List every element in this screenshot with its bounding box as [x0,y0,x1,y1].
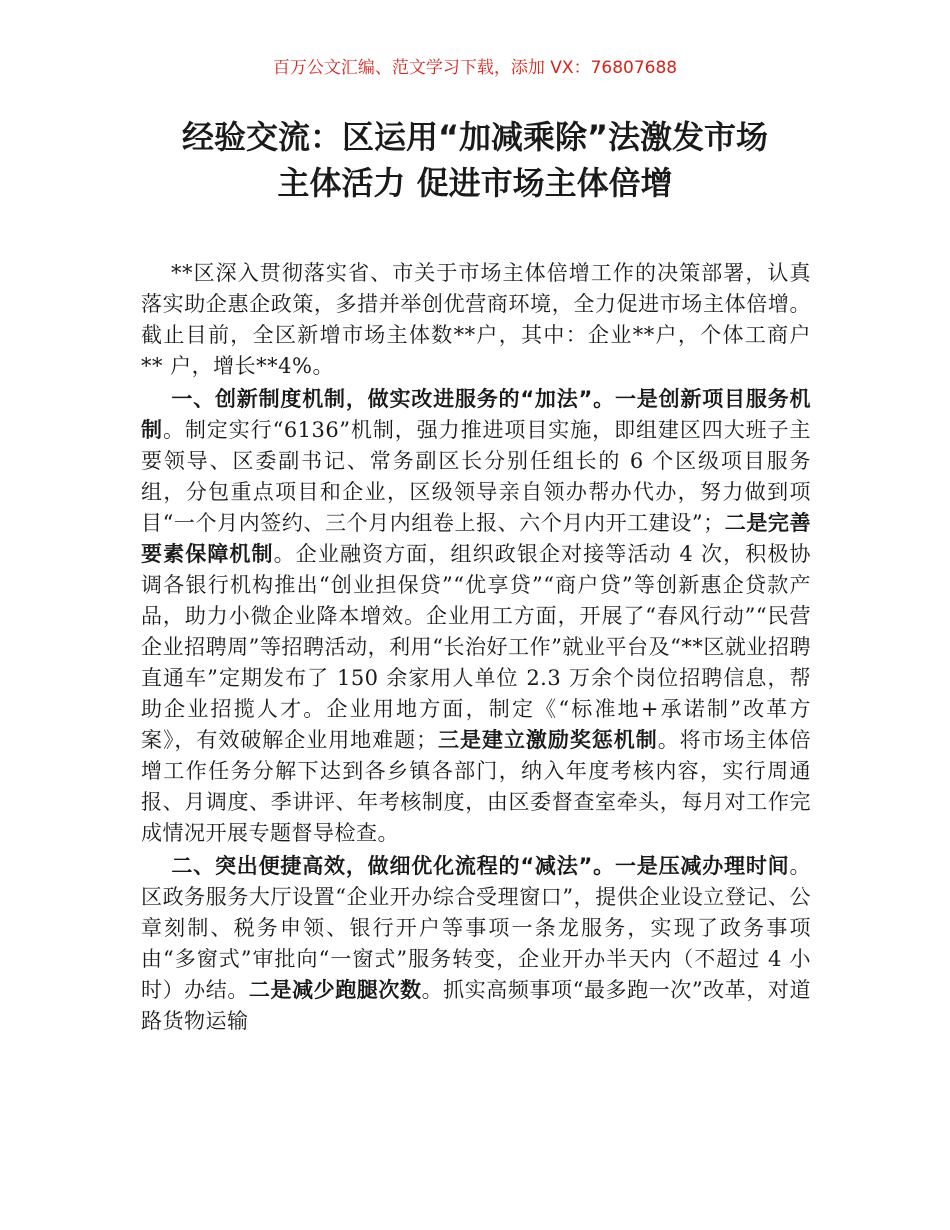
section-2-point-2: 二是减少跑腿次数 [248,978,422,1002]
watermark-header: 百万公文汇编、范文学习下载，添加 VX：76807688 [272,58,678,78]
section-2-heading: 二、突出便捷高效，做细优化流程的“减法”。一是压减办理时间 [171,854,790,878]
section-2-paragraph [141,851,811,1037]
section-1-text-3: 。将市场主体倍增工作任务分解下达到各乡镇各部门，纳入年度考核内容，实行周通报、月调度、季讲评、年考核制度，由区委督查室牵头，每月对工作完成情况开展专题督导检查。 [141,728,812,845]
section-1-point-3: 三是建立激励奖惩机制 [437,728,658,752]
document-body [141,258,811,1039]
section-1-heading: 一、创新制度机制，做实改进服务的“加法”。一是创新项目服务机制 [141,387,811,442]
title-line-1: 经验交流：区运用“加减乘除”法激发市场 [181,118,769,156]
section-1-point-2: 二是完善要素保障机制 [141,511,811,566]
intro-text: **区深入贯彻落实省、市关于市场主体倍增工作的决策部署，认真落实助企惠企政策，多措并举创优营商环境，全力促进市场主体倍增。截止目前，全区新增市场主体数**户，其中：企业**户，个体工商户 ** 户，增长**4%。 [141,261,811,378]
section-1-text-1: 。制定实行“6136”机制，强力推进项目实施，即组建区四大班子主要领导、区委副书记、常务副区长分别任组长的 6 个区级项目服务组，分包重点项目和企业，区级领导亲自领办帮办代办，努力做到项目“一个月内签约、三个月内组卷上报、六个月内开工建设”； [141,418,811,535]
section-2-text-1: 。区政务服务大厅设置“企业开办综合受理窗口”，提供企业设立登记、公章刻制、税务申领、银行开户等事项一条龙服务，实现了政务事项由“多窗式”审批向“一窗式”服务转变，企业开办半天内（不超过 4 小时）办结。 [141,854,811,1002]
section-1-paragraph [141,384,811,849]
section-1-text-2: 。企业融资方面，组织政银企对接等活动 4 次，积极协调各银行机构推出“创业担保贷”“优享贷”“商户贷”等创新惠企贷款产品，助力小微企业降本增效。企业用工方面，开展了“春风行动”“民营企业招聘周”等招聘活动，利用“长治好工作”就业平台及“**区就业招聘直通车”定期发布了 150 余家用人单位 2.3 万余个岗位招聘信息，帮助企业招揽人才。企业用地方面，制定《“标准地+承诺制”改革方案》，有效破解企业用地难题； [141,542,811,752]
document-title [100,114,850,206]
title-line-2: 主体活力 促进市场主体倍增 [277,164,673,202]
section-2-text-2: 。抓实高频事项“最多跑一次”改革，对道路货物运输 [141,978,811,1033]
intro-paragraph [141,258,811,382]
